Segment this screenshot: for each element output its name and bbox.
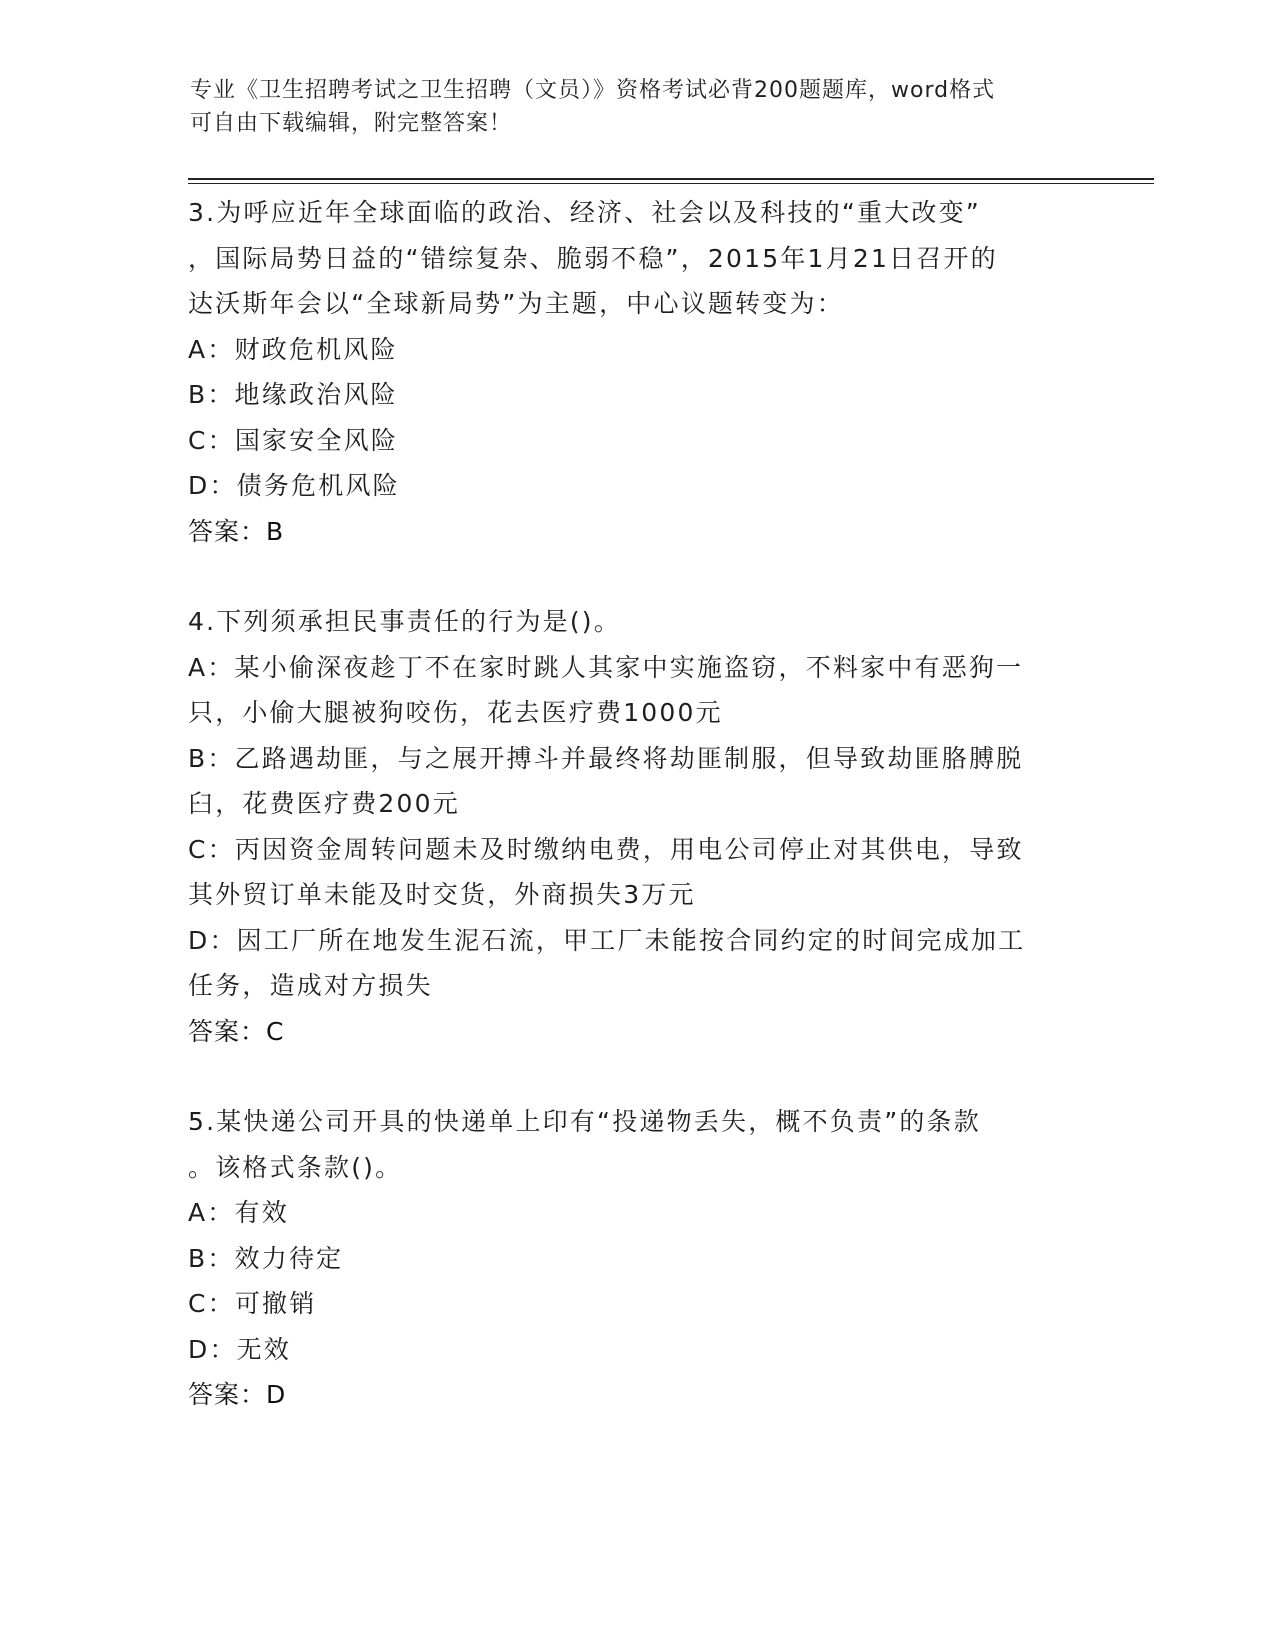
question-3: [188, 190, 1088, 554]
question-stem-line: 5.某快递公司开具的快递单上印有“投递物丢失，概不负责”的条款: [188, 1107, 981, 1136]
answer-label: 答案：B: [188, 516, 285, 546]
option-c: C：可撤销: [188, 1289, 317, 1318]
header-title-line-2: 可自由下载编辑，附完整答案！: [190, 111, 513, 136]
question-list: [188, 190, 1088, 1463]
document-header: [190, 74, 1080, 140]
header-title-line-1: 专业《卫生招聘考试之卫生招聘（文员）》资格考试必背200题题库，word格式: [190, 78, 996, 103]
option-a: A：有效: [188, 1198, 289, 1227]
answer-label: 答案：C: [188, 1016, 285, 1046]
option-b-continued: 臼，花费医疗费200元: [188, 789, 460, 818]
question-5: [188, 1099, 1088, 1418]
option-c-continued: 其外贸订单未能及时交货，外商损失3万元: [188, 880, 696, 909]
option-b: B：地缘政治风险: [188, 380, 398, 409]
question-stem-line: 3.为呼应近年全球面临的政治、经济、社会以及科技的“重大改变”: [188, 198, 981, 227]
question-stem-line: ，国际局势日益的“错综复杂、脆弱不稳”，2015年1月21日召开的: [188, 243, 998, 273]
option-d-continued: 任务，造成对方损失: [188, 971, 433, 1000]
question-4: [188, 599, 1088, 1054]
header-divider-thin: [188, 183, 1154, 184]
header-divider-thick: [188, 178, 1154, 180]
option-c: C：国家安全风险: [188, 425, 399, 455]
answer-label: 答案：D: [188, 1380, 287, 1409]
option-d: D：无效: [188, 1334, 292, 1364]
question-stem-line: 。该格式条款()。: [188, 1152, 403, 1182]
option-a-continued: 只，小偷大腿被狗咬伤，花去医疗费1000元: [188, 698, 723, 727]
option-b: B：效力待定: [188, 1243, 344, 1273]
option-c: C：丙因资金周转问题未及时缴纳电费，用电公司停止对其供电，导致: [188, 834, 1024, 864]
question-stem-line: 达沃斯年会以“全球新局势”为主题，中心议题转变为：: [188, 289, 844, 318]
option-a: A：某小偷深夜趁丁不在家时跳人其家中实施盗窃，不料家中有恶狗一: [188, 652, 1024, 682]
option-a: A：财政危机风险: [188, 334, 398, 364]
option-d: D：债务危机风险: [188, 471, 400, 500]
option-d: D：因工厂所在地发生泥石流，甲工厂未能按合同约定的时间完成加工: [188, 925, 1026, 955]
option-b: B：乙路遇劫匪，与之展开搏斗并最终将劫匪制服，但导致劫匪胳膊脱: [188, 743, 1024, 773]
question-stem-line: 4.下列须承担民事责任的行为是()。: [188, 607, 621, 636]
